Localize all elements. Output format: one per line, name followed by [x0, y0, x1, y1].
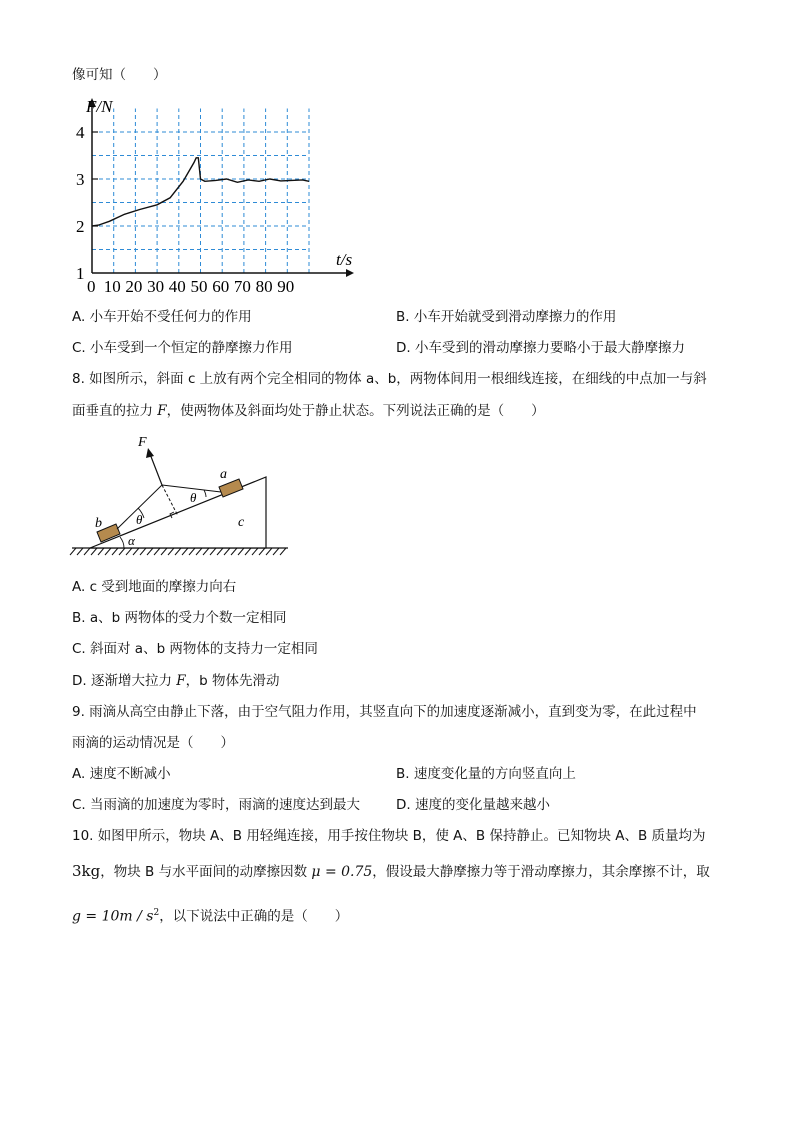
hatch-mark: [266, 548, 272, 555]
hatch-mark: [245, 548, 251, 555]
y-tick-label: 1: [76, 264, 85, 283]
hatch-mark: [259, 548, 265, 555]
hatch-mark: [91, 548, 97, 555]
x-tick-label: 70: [233, 277, 251, 295]
hatch-mark: [196, 548, 202, 555]
hatch-mark: [189, 548, 195, 555]
x-tick-label: 90: [277, 277, 295, 295]
q9-option-c: C. 当雨滴的加速度为零时，雨滴的速度达到最大: [72, 797, 361, 813]
q7-option-a: A. 小车开始不受任何力的作用: [72, 309, 252, 325]
hatch-mark: [231, 548, 237, 555]
hatch-mark: [280, 548, 286, 555]
x-tick-label: 30: [147, 277, 165, 295]
hatch-mark: [77, 548, 83, 555]
hatch-mark: [175, 548, 181, 555]
q8-option-a: A. c 受到地面的摩擦力向右: [72, 579, 237, 595]
hatch-mark: [217, 548, 223, 555]
q8-stem-line1: 8. 如图所示，斜面 c 上放有两个完全相同的物体 a、b，两物体间用一根细线连接，在细线的中点加一与斜: [72, 371, 707, 387]
hatch-mark: [182, 548, 188, 555]
q9-stem-line2: 雨滴的运动情况是（ ）: [72, 735, 234, 751]
hatch-mark: [154, 548, 160, 555]
q9-stem-line1: 9. 雨滴从高空由静止下落，由于空气阻力作用，其竖直向下的加速度逐渐减小，直到变为零，在此过程中: [72, 704, 697, 720]
q9-option-d: D. 速度的变化量越来越小: [396, 797, 550, 813]
q8-option-b: B. a、b 两物体的受力个数一定相同: [72, 610, 287, 626]
hatch-mark: [126, 548, 132, 555]
q9-option-a: A. 速度不断减小: [72, 766, 171, 782]
x-tick-label: 10: [103, 277, 121, 295]
y-tick-label: 2: [76, 217, 85, 236]
hatch-mark: [133, 548, 139, 555]
x-tick-label: 60: [212, 277, 230, 295]
label-F: F: [138, 435, 147, 450]
hatch-mark: [238, 548, 244, 555]
x-tick-label: 50: [190, 277, 208, 295]
label-a: a: [220, 467, 227, 482]
hatch-mark: [98, 548, 104, 555]
q8-stem-line2: 面垂直的拉力 F，使两物体及斜面均处于静止状态。下列说法正确的是（ ）: [72, 403, 545, 419]
force-arrowhead: [146, 448, 154, 458]
q7-force-time-chart: [70, 95, 370, 295]
x-tick-label: 0: [87, 277, 96, 295]
hatch-mark: [168, 548, 174, 555]
q9-option-b: B. 速度变化量的方向竖直向上: [396, 766, 576, 782]
x-tick-label: 40: [168, 277, 186, 295]
hatch-mark: [147, 548, 153, 555]
chart-axes: [88, 98, 354, 277]
hatch-mark: [105, 548, 111, 555]
y-tick-label: 3: [76, 170, 85, 189]
force-arrow: [150, 454, 162, 485]
hatch-mark: [210, 548, 216, 555]
label-b: b: [95, 516, 102, 531]
hatch-mark: [140, 548, 146, 555]
x-axis-arrow-icon: [346, 269, 354, 277]
label-c: c: [238, 515, 245, 530]
label-alpha: α: [128, 533, 135, 548]
chart-grid: [92, 109, 309, 274]
label-theta-b: θ: [136, 512, 143, 527]
hatch-mark: [84, 548, 90, 555]
x-tick-label: 20: [125, 277, 143, 295]
q7-option-b: B. 小车开始就受到滑动摩擦力的作用: [396, 309, 617, 325]
q7-option-c: C. 小车受到一个恒定的静摩擦力作用: [72, 340, 293, 356]
q8-incline-figure: [68, 430, 298, 565]
q7-stem-tail: 像可知（ ）: [72, 67, 167, 83]
chart-tick-labels: [76, 123, 294, 295]
y-tick-label: 4: [76, 123, 85, 142]
q8-option-c: C. 斜面对 a、b 两物体的支持力一定相同: [72, 641, 318, 657]
perpendicular-line: [162, 485, 178, 516]
ground-hatching: [70, 548, 286, 555]
x-tick-label: 80: [255, 277, 273, 295]
hatch-mark: [273, 548, 279, 555]
q7-option-d: D. 小车受到的滑动摩擦力要略小于最大静摩擦力: [396, 340, 685, 356]
y-axis-label: F/N: [86, 97, 113, 116]
hatch-mark: [119, 548, 125, 555]
q10-stem-line2: 3kg，物块 B 与水平面间的动摩擦因数 μ = 0.75，假设最大静摩擦力等于滑动摩擦力，其余摩擦不计，取: [72, 862, 710, 880]
hatch-mark: [112, 548, 118, 555]
hatch-mark: [224, 548, 230, 555]
label-theta-a: θ: [190, 490, 197, 505]
q8-option-d: D. 逐渐增大拉力 F，b 物体先滑动: [72, 673, 280, 689]
hatch-mark: [252, 548, 258, 555]
hatch-mark: [70, 548, 76, 555]
hatch-mark: [161, 548, 167, 555]
hatch-mark: [203, 548, 209, 555]
q10-stem-line3: $g = 10m / s^2$，以下说法中正确的是（ ）: [72, 908, 349, 925]
q10-stem-line1: 10. 如图甲所示，物块 A、B 用轻绳连接，用手按住物块 B，使 A、B 保持静止。已知物块 A、B 质量均为: [72, 828, 706, 844]
x-axis-label: t/s: [336, 250, 353, 269]
